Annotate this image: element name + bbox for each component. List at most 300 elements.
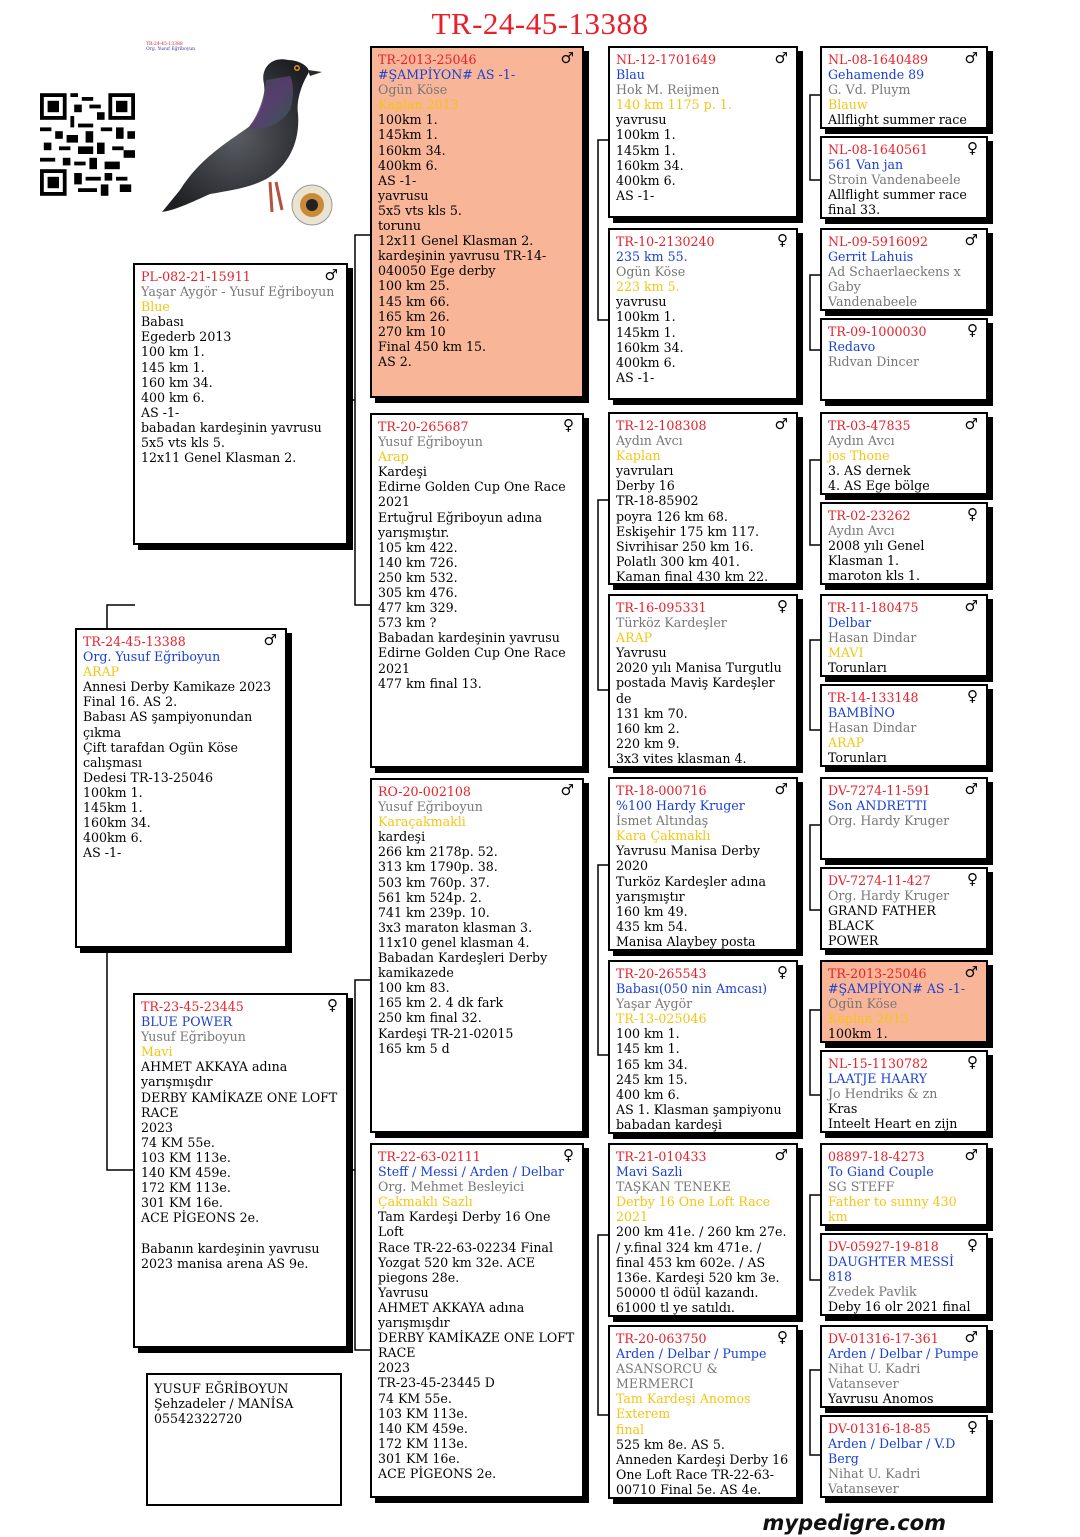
card-line: 5x5 vts kls 5. xyxy=(141,435,225,451)
pedigree-card-g3[interactable] xyxy=(820,228,988,311)
card-line: Blue xyxy=(141,299,170,315)
card-line: 435 km 54. xyxy=(616,918,688,934)
female-icon: ♀ xyxy=(777,963,788,981)
pedigree-card-ssd[interactable] xyxy=(608,228,798,400)
card-line: / y.final 324 km 471e. / xyxy=(616,1239,762,1255)
card-line: 2023 manisa arena AS 9e. xyxy=(141,1255,309,1271)
card-line: 100km 1. xyxy=(616,127,676,143)
card-line: Tam Kardeşi Derby 16 One Loft xyxy=(378,1209,555,1240)
male-icon: ♂ xyxy=(774,415,788,433)
card-line: Redavo xyxy=(828,339,876,355)
ring-number: TR-20-063750 xyxy=(616,1331,707,1346)
card-line: de xyxy=(616,690,632,706)
card-line: 270 km 10 xyxy=(378,323,446,339)
male-icon: ♂ xyxy=(964,780,978,798)
pedigree-card-g10[interactable] xyxy=(820,867,988,950)
male-icon: ♂ xyxy=(324,266,338,284)
card-line: 313 km 1790p. 38. xyxy=(378,859,498,875)
card-line: Vandenabeele xyxy=(828,294,918,310)
card-line: Eskişehir 175 km 117. xyxy=(616,523,760,539)
card-line: Kardeşi xyxy=(378,464,427,480)
owner-phone: 05542322720 xyxy=(154,1411,243,1427)
card-line: 400km 6. xyxy=(616,172,676,188)
card-line: %100 Hardy Kruger xyxy=(616,798,745,814)
card-line: 223 km 5. xyxy=(616,279,680,295)
card-line: Org. Yusuf Eğriboyun xyxy=(83,649,221,665)
card-line: 301 KM 16e. xyxy=(141,1195,223,1211)
ring-number: RO-20-002108 xyxy=(378,784,471,799)
card-line: 74 KM 55e. xyxy=(141,1134,215,1150)
pedigree-card-dsd[interactable] xyxy=(608,960,798,1134)
card-line: 140 KM 459e. xyxy=(141,1165,231,1181)
card-line: 140 KM 459e. xyxy=(378,1420,468,1436)
card-line xyxy=(616,949,790,951)
card-line: Sivrihisar 250 km 16. xyxy=(616,538,754,554)
female-icon: ♀ xyxy=(967,870,978,888)
ring-number: NL-08-1640561 xyxy=(828,142,929,157)
card-line: 100 km 25. xyxy=(378,278,450,294)
card-line: Allflight summer race xyxy=(828,112,967,128)
card-line: MAVI xyxy=(828,645,864,661)
card-line: 301 KM 16e. xyxy=(378,1450,460,1466)
pedigree-card-g6[interactable] xyxy=(820,502,988,585)
card-line: 2023 xyxy=(378,1360,411,1376)
card-line: 561 Van jan xyxy=(828,157,904,173)
card-line: 160km 34. xyxy=(378,142,446,158)
card-line: Berg xyxy=(828,1451,859,1467)
card-line: 400km 6. xyxy=(83,830,143,846)
card-line: One Loft Race TR-22-63- xyxy=(616,1466,775,1482)
card-line: BAMBİNO xyxy=(828,705,895,721)
card-line: 160km 34. xyxy=(83,815,151,831)
card-line: 220 km 9. xyxy=(616,735,680,751)
ring-number: TR-22-63-02111 xyxy=(378,1149,481,1164)
ring-number: TR-24-45-13388 xyxy=(83,634,186,649)
card-line: 145km 1. xyxy=(616,142,676,158)
card-line: Son ANDRETTI xyxy=(828,798,928,814)
card-line: Kardeşi TR-21-02015 xyxy=(378,1025,514,1041)
card-line: 160km 34. xyxy=(616,157,684,173)
ring-number: NL-09-5916092 xyxy=(828,234,929,249)
male-icon: ♂ xyxy=(964,49,978,67)
ring-number: NL-12-1701649 xyxy=(616,52,717,67)
card-line: Arden / Delbar / Pumpe xyxy=(828,1346,979,1362)
female-icon: ♀ xyxy=(967,1418,978,1436)
female-icon: ♀ xyxy=(777,1328,788,1346)
card-line: G. Vd. Pluym xyxy=(828,82,911,98)
card-line: Çakmaklı Sazlı xyxy=(378,1194,473,1210)
pedigree-card-ddd[interactable] xyxy=(608,1325,798,1499)
card-line: yarışmışdır xyxy=(378,1315,450,1331)
female-icon: ♀ xyxy=(777,231,788,249)
card-line: Zvedek Pavlik xyxy=(828,1284,917,1300)
card-line: 172 KM 113e. xyxy=(378,1435,468,1451)
card-line: Edirne Golden Cup One Race xyxy=(378,645,566,661)
card-line: 145 km 1. xyxy=(616,1041,680,1057)
card-line: 100km 1. xyxy=(828,1026,888,1042)
card-line: AS 2. xyxy=(378,353,412,369)
pedigree-card-g7[interactable] xyxy=(820,594,988,677)
ring-number: TR-11-180475 xyxy=(828,600,919,615)
card-line: final 453 km 602e. / AS xyxy=(616,1254,766,1270)
card-line: Mavi Sazli xyxy=(616,1164,683,1180)
card-line: Org. Hardy Kruger xyxy=(828,888,950,904)
pedigree-card-g13[interactable] xyxy=(820,1143,988,1226)
card-line: Rıdvan Dincer xyxy=(828,354,920,370)
qr-code xyxy=(40,93,135,196)
card-line: 4. AS Ege bölge xyxy=(828,478,930,494)
male-icon: ♂ xyxy=(964,1328,978,1346)
male-icon: ♂ xyxy=(964,963,978,981)
card-line: 400 km 6. xyxy=(616,1086,680,1102)
card-line: Yavrusu xyxy=(378,1284,429,1300)
pedigree-card-dds[interactable] xyxy=(608,1143,798,1317)
card-line: AS -1- xyxy=(83,845,122,861)
card-line: Aydın Avcı xyxy=(828,433,895,449)
card-line: Jo Hendriks & zn xyxy=(828,1086,938,1102)
card-line: 11x10 genel klasman 4. xyxy=(378,934,530,950)
card-line: Ogün Köse xyxy=(828,996,898,1012)
card-line: İsmet Altındaş xyxy=(616,813,709,829)
card-line: POWER xyxy=(828,933,879,949)
card-line: yavruları xyxy=(616,463,674,479)
card-line: 3x3 vites klasman 4. xyxy=(616,750,747,766)
female-icon: ♀ xyxy=(967,1236,978,1254)
card-line: final 33. xyxy=(828,202,881,218)
card-line: 2020 yılı Manisa Turgutlu xyxy=(616,660,782,676)
ring-number: DV-05927-19-818 xyxy=(828,1239,939,1254)
card-line: kamikazede xyxy=(378,965,454,981)
card-line: 145km 1. xyxy=(83,800,143,816)
card-line: Blauw xyxy=(828,97,868,113)
card-line: 100 km 1. xyxy=(141,344,205,360)
card-line: 172 KM 113e. xyxy=(141,1180,231,1196)
pedigree-card-g11[interactable] xyxy=(820,960,988,1043)
card-line: TAŞKAN TENEKE xyxy=(616,1179,731,1195)
pigeon-photo xyxy=(140,40,350,240)
female-icon: ♀ xyxy=(563,416,574,434)
ring-number: DV-7274-11-591 xyxy=(828,783,931,798)
pedigree-card-g15[interactable] xyxy=(820,1325,988,1408)
card-line: 561 km 524p. 2. xyxy=(378,889,482,905)
card-line: 145 km 1. xyxy=(141,359,205,375)
ring-number: TR-09-1000030 xyxy=(828,324,927,339)
card-line: Yavrusu xyxy=(616,645,667,661)
card-line: 61000 tl ye satıldı. xyxy=(616,1299,735,1315)
card-line: 145km 1. xyxy=(616,324,676,340)
card-line: Arap xyxy=(378,449,409,465)
card-line: Deby 16 olr 2021 final xyxy=(828,1299,971,1315)
ring-number: TR-18-000716 xyxy=(616,783,707,798)
card-line: torunu xyxy=(378,218,421,234)
ring-number: 08897-18-4273 xyxy=(828,1149,925,1164)
card-line: #ŞAMPİYON# AS -1- xyxy=(378,67,516,83)
card-line: Babası AS şampiyonundan çıkma xyxy=(83,709,257,740)
card-line: 250 km final 32. xyxy=(378,1010,482,1026)
card-line: 160 km 49. xyxy=(616,903,688,919)
pedigree-card-dam[interactable] xyxy=(133,993,348,1348)
card-line: kardeşinin yavrusu TR-14- xyxy=(378,248,547,264)
pedigree-title: TR-24-45-13388 xyxy=(431,6,649,41)
male-icon: ♂ xyxy=(774,1146,788,1164)
card-line: 100km 1. xyxy=(83,784,143,800)
male-icon: ♂ xyxy=(774,780,788,798)
card-line: Anneden Kardeşi Derby 16 xyxy=(616,1451,789,1467)
card-line: Blau xyxy=(616,67,645,83)
card-line xyxy=(616,1497,790,1499)
card-line: Babadan Kardeşleri Derby xyxy=(378,950,548,966)
card-line: Allflight summer race xyxy=(828,187,967,203)
card-line: 400km 6. xyxy=(616,354,676,370)
card-line: Vatansever xyxy=(828,1481,899,1497)
card-line: yavrusu xyxy=(378,187,429,203)
card-line: piegons 28e. xyxy=(378,1269,460,1285)
card-line: Yaşar Aygör - Yusuf Eğriboyun xyxy=(141,284,335,300)
card-line: Babanın kardeşinin yavrusu xyxy=(141,1240,320,1256)
thumbnail-ring: TR-24-45-13388 xyxy=(146,42,183,47)
card-line: Final 16. AS 2. xyxy=(83,694,178,710)
card-line: Kara Çakmaklı xyxy=(616,828,711,844)
card-line: TR-13-025046 xyxy=(616,1011,707,1027)
card-line xyxy=(828,1314,980,1316)
card-line: 165 km 2. 4 dk fark xyxy=(378,995,504,1011)
card-line: Nihat U. Kadri xyxy=(828,1466,921,1482)
card-line: 165 km 26. xyxy=(378,308,450,324)
ring-number: DV-01316-18-85 xyxy=(828,1421,931,1436)
pedigree-card-g8[interactable] xyxy=(820,684,988,767)
pedigree-card-g1[interactable] xyxy=(820,46,988,129)
card-line: 477 km 329. xyxy=(378,600,458,616)
card-line: Aydın Avcı xyxy=(828,523,895,539)
card-line: 2021 xyxy=(378,660,411,676)
card-line: AS -1- xyxy=(616,369,655,385)
card-line: To Giand Couple xyxy=(828,1164,934,1180)
card-line: Arden / Delbar / Pumpe xyxy=(616,1346,767,1362)
male-icon: ♂ xyxy=(964,231,978,249)
pedigree-card-sss[interactable] xyxy=(608,46,798,218)
pedigree-card-g16[interactable] xyxy=(820,1415,988,1498)
card-line xyxy=(378,1481,576,1496)
owner-location: Şehzadeler / MANİSA xyxy=(154,1396,294,1412)
card-line: Babadan kardeşinin yavrusu xyxy=(378,630,560,646)
card-line: 5x5 vts kls 5. xyxy=(378,202,462,218)
card-line: Ogün Köse xyxy=(616,264,686,280)
card-line: 165 km 5 d xyxy=(378,1040,450,1056)
card-line: Manisa Alaybey posta xyxy=(616,933,756,949)
female-icon: ♀ xyxy=(967,321,978,339)
card-line: 00710 Final 5e. AS 4e. xyxy=(616,1481,762,1497)
card-line: Org. Mehmet Besleyici xyxy=(378,1179,525,1195)
card-line: Ertuğrul Eğriboyun adına xyxy=(378,509,543,525)
pedigree-card-g12[interactable] xyxy=(820,1050,988,1133)
ring-number: NL-08-1640489 xyxy=(828,52,929,67)
card-line: Father to sunny 430 km xyxy=(828,1194,961,1225)
card-line: 477 km final 13. xyxy=(378,675,482,691)
ring-number: TR-20-265543 xyxy=(616,966,707,981)
pedigree-card-sire[interactable] xyxy=(133,263,348,545)
ring-number: TR-2013-25046 xyxy=(378,52,477,67)
card-line: Ad Schaerlaeckens x Gaby xyxy=(828,264,965,295)
card-line: 100 km 83. xyxy=(378,980,450,996)
card-line: babadan kardeşi xyxy=(616,1116,722,1132)
card-line: Torunları xyxy=(828,750,887,766)
card-line: Mavi xyxy=(141,1044,173,1060)
pedigree-card-sd[interactable] xyxy=(370,413,584,768)
pedigree-card-dd[interactable] xyxy=(370,1143,584,1498)
card-line: Kaplan xyxy=(616,448,661,464)
card-line: 136e. Kardeşi 520 km 3e. xyxy=(616,1269,780,1285)
card-line: Çift tarafdan Ogün Köse xyxy=(83,739,239,755)
pedigree-card-ds[interactable] xyxy=(370,778,584,1133)
card-line: 160 km 34. xyxy=(141,374,213,390)
card-line: ACE PİGEONS 2e. xyxy=(141,1210,260,1226)
card-line: 040050 Ege derby xyxy=(378,263,496,279)
card-line: ASANSORCU & MERMERCI xyxy=(616,1361,722,1392)
card-line: 131 km 70. xyxy=(616,705,688,721)
card-line: 103 KM 113e. xyxy=(141,1149,231,1165)
card-line: poyra 126 km 68. xyxy=(616,508,728,524)
card-line: Kaplan 2013 xyxy=(828,1011,909,1027)
card-line: SG STEFF xyxy=(828,1179,895,1195)
card-line: Derby 16 One Loft Race 2021 xyxy=(616,1194,775,1225)
pedigree-card-dss[interactable] xyxy=(608,777,798,951)
card-line: ACE PİGEONS 2e. xyxy=(378,1465,497,1481)
ring-number: PL-082-21-15911 xyxy=(141,269,251,284)
card-line: Babası(050 nin Amcası) xyxy=(616,981,768,997)
card-line: 140 km 1175 p. 1. xyxy=(616,97,732,113)
card-line: Kaplan 2013 xyxy=(378,97,459,113)
card-line: Kaman final 430 km 22. xyxy=(616,568,769,584)
pedigree-card-g14[interactable] xyxy=(820,1233,988,1316)
card-line: yavrusu xyxy=(616,112,667,128)
male-icon: ♂ xyxy=(263,631,277,649)
card-line: 100km 1. xyxy=(378,112,438,128)
owner-name: YUSUF EĞRİBOYUN xyxy=(154,1381,289,1396)
card-line: Hasan Dindar xyxy=(828,720,917,736)
card-line: Nihat U. Kadri xyxy=(828,1361,921,1377)
pedigree-card-subject[interactable] xyxy=(75,628,287,948)
card-line: TR-23-45-23445 D xyxy=(378,1375,495,1391)
female-icon: ♀ xyxy=(777,597,788,615)
card-line: 266 km 2178p. 52. xyxy=(378,844,498,860)
card-line: Race TR-22-63-02234 Final xyxy=(378,1239,553,1255)
ring-number: TR-23-45-23445 xyxy=(141,999,244,1014)
card-line: 145km 1. xyxy=(378,127,438,143)
card-line: ARAP xyxy=(828,735,865,751)
card-line xyxy=(828,948,980,950)
card-line: AHMET AKKAYA adına xyxy=(141,1059,288,1075)
card-line: 165 km 34. xyxy=(616,1056,688,1072)
card-line: Babası xyxy=(141,314,184,330)
female-icon: ♀ xyxy=(967,687,978,705)
card-line: Annesi Derby Kamikaze 2023 xyxy=(83,679,272,695)
card-line: 74 KM 55e. xyxy=(378,1390,452,1406)
ring-number: TR-03-47835 xyxy=(828,418,911,433)
card-line: yarışmıştır. xyxy=(378,524,450,540)
card-line: ARAP xyxy=(616,630,653,646)
card-line: Derby 16 xyxy=(616,478,675,494)
card-line: Tam Kardeşi Anomos Exterem xyxy=(616,1391,755,1422)
card-line: Arden / Delbar / V.D xyxy=(828,1436,956,1452)
card-line: Gehamende 89 xyxy=(828,67,925,83)
pedigree-card-g2[interactable] xyxy=(820,136,988,219)
pedigree-card-sds[interactable] xyxy=(608,412,798,585)
card-line: Stroin Vandenabeele xyxy=(828,172,961,188)
card-line: 160km 34. xyxy=(616,339,684,355)
card-line: AS -1- xyxy=(616,187,655,203)
ring-number: TR-10-2130240 xyxy=(616,234,715,249)
ring-number: TR-16-095331 xyxy=(616,600,707,615)
card-line: LAATJE HAARY xyxy=(828,1071,928,1087)
owner-box xyxy=(146,1373,342,1506)
ring-number: TR-14-133148 xyxy=(828,690,919,705)
female-icon: ♀ xyxy=(967,505,978,523)
card-line: Kras xyxy=(828,1101,858,1117)
card-line: Yusuf Eğriboyun xyxy=(378,434,483,450)
card-line: Ogün Köse xyxy=(378,82,448,98)
card-line: 2021 xyxy=(378,494,411,510)
pedigree-card-g4[interactable] xyxy=(820,318,988,401)
card-line: TR-18-85902 xyxy=(616,493,699,509)
card-line: AS 1. Klasman şampiyonu xyxy=(616,1101,782,1117)
card-line: Hok M. Reijmen xyxy=(616,82,720,98)
card-line: 145 km 66. xyxy=(378,293,450,309)
pedigree-card-g5[interactable] xyxy=(820,412,988,495)
card-line: AS -1- xyxy=(378,172,417,188)
card-line: calışması xyxy=(83,754,143,770)
ring-number: TR-20-265687 xyxy=(378,419,469,434)
pedigree-card-ss[interactable] xyxy=(370,46,584,398)
card-line: 245 km 15. xyxy=(616,1071,688,1087)
card-line: Hasan Dindar xyxy=(828,630,917,646)
card-line: 100km 1. xyxy=(616,309,676,325)
card-line: 741 km 239p. 10. xyxy=(378,904,490,920)
card-line: 400km 6. xyxy=(378,157,438,173)
card-line: AHMET AKKAYA adına xyxy=(378,1299,525,1315)
card-line: Vatansever xyxy=(828,1376,899,1392)
card-line: 12x11 Genel Klasman 2. xyxy=(141,450,297,466)
pedigree-card-g9[interactable] xyxy=(820,777,988,860)
card-line: postada Maviş Kardeşler xyxy=(616,675,775,691)
card-line xyxy=(828,1224,980,1226)
card-line: 305 km 476. xyxy=(378,585,458,601)
card-line: ARAP xyxy=(83,664,120,680)
footer-brand[interactable]: mypedigre.com xyxy=(762,1511,946,1535)
card-line: yarışmıştır xyxy=(616,888,685,904)
card-line: Gerrit Lahuis xyxy=(828,249,914,265)
card-line: 105 km 422. xyxy=(378,539,458,555)
card-line: 100 km 1. xyxy=(616,1026,680,1042)
thumbnail-breeder: Org. Yusuf Eğriboyun xyxy=(146,47,196,53)
male-icon: ♂ xyxy=(560,781,574,799)
ring-number: NL-15-1130782 xyxy=(828,1056,929,1071)
pedigree-card-sdd[interactable] xyxy=(608,594,798,768)
card-line: Delbar xyxy=(828,615,872,631)
card-line: yavrusu xyxy=(616,294,667,310)
ring-number: TR-02-23262 xyxy=(828,508,911,523)
card-line: 3x3 maraton klasman 3. xyxy=(378,919,533,935)
card-line: Yavrusu Manisa Derby 2020 xyxy=(616,843,764,874)
card-line: DAUGHTER MESSİ 818 xyxy=(828,1254,959,1285)
card-line: maroton kls 1. xyxy=(828,568,920,584)
male-icon: ♂ xyxy=(560,49,574,67)
card-line: Turköz Kardeşler adına xyxy=(616,873,767,889)
card-line: Steff / Messi / Arden / Delbar xyxy=(378,1164,565,1180)
card-line: Klasman 1. xyxy=(828,553,899,569)
ring-number: DV-7274-11-427 xyxy=(828,873,931,888)
card-line: Dedesi TR-13-25046 xyxy=(83,769,214,785)
card-line: 235 km 55. xyxy=(616,249,688,265)
